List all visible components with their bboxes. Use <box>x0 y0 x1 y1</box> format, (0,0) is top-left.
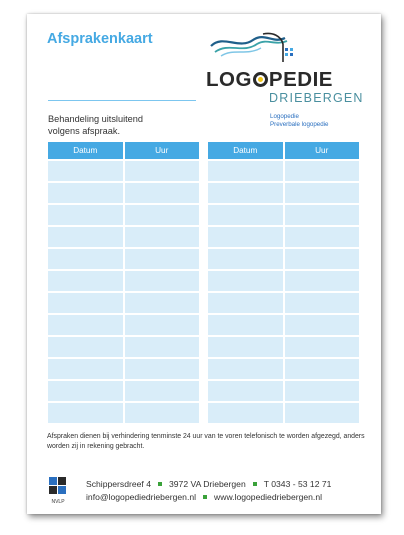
date-cell[interactable] <box>48 160 124 182</box>
table-row <box>48 402 199 423</box>
date-cell[interactable] <box>208 402 284 423</box>
time-cell[interactable] <box>284 314 360 336</box>
table-row <box>208 336 359 358</box>
postal-code: 3972 VA Driebergen <box>168 479 246 489</box>
table-row <box>208 314 359 336</box>
time-cell[interactable] <box>124 248 200 270</box>
date-cell[interactable] <box>48 292 124 314</box>
date-cell[interactable] <box>208 314 284 336</box>
table-row <box>48 358 199 380</box>
card-title: Afsprakenkaart <box>47 31 153 47</box>
table-row <box>48 204 199 226</box>
email-link[interactable]: info@logopediedriebergen.nl <box>86 492 197 502</box>
time-cell[interactable] <box>284 336 360 358</box>
table-row <box>208 270 359 292</box>
time-cell[interactable] <box>284 270 360 292</box>
date-cell[interactable] <box>208 358 284 380</box>
date-cell[interactable] <box>208 226 284 248</box>
website-link[interactable]: www.logopediedriebergen.nl <box>214 492 323 502</box>
date-cell[interactable] <box>208 336 284 358</box>
time-cell[interactable] <box>124 336 200 358</box>
nvlp-badge-label: NVLP <box>51 499 65 505</box>
practice-logo <box>203 30 373 130</box>
table-row <box>48 336 199 358</box>
column-header-date: Datum <box>48 142 124 160</box>
time-cell[interactable] <box>284 182 360 204</box>
date-cell[interactable] <box>208 270 284 292</box>
logo-tag-2: Preverbale logopedie <box>270 120 329 128</box>
table-row <box>48 248 199 270</box>
date-cell[interactable] <box>48 204 124 226</box>
table-row <box>208 248 359 270</box>
time-cell[interactable] <box>124 226 200 248</box>
date-cell[interactable] <box>48 402 124 423</box>
table-row <box>208 182 359 204</box>
time-cell[interactable] <box>124 160 200 182</box>
contact-line-1 <box>86 479 331 489</box>
time-cell[interactable] <box>124 402 200 423</box>
time-cell[interactable] <box>124 270 200 292</box>
title-underline <box>48 100 196 101</box>
address: Schippersdreef 4 <box>86 479 151 489</box>
time-cell[interactable] <box>124 292 200 314</box>
appointments-table-left <box>48 142 199 423</box>
column-header-time: Uur <box>284 142 360 160</box>
date-cell[interactable] <box>208 182 284 204</box>
intro-line-1: Behandeling uitsluitend <box>48 114 144 124</box>
date-cell[interactable] <box>48 336 124 358</box>
time-cell[interactable] <box>124 380 200 402</box>
nvlp-badge-icon <box>47 475 69 505</box>
appointment-card <box>27 14 381 514</box>
time-cell[interactable] <box>284 380 360 402</box>
table-row <box>208 380 359 402</box>
logo-tagline <box>270 113 328 128</box>
table-row <box>48 160 199 182</box>
table-row <box>48 226 199 248</box>
table-row <box>48 292 199 314</box>
intro-text <box>48 113 143 137</box>
logo-wordmark <box>206 68 333 92</box>
column-header-date: Datum <box>208 142 284 160</box>
date-cell[interactable] <box>48 314 124 336</box>
date-cell[interactable] <box>208 292 284 314</box>
time-cell[interactable] <box>284 292 360 314</box>
time-cell[interactable] <box>284 358 360 380</box>
intro-line-2: volgens afspraak. <box>48 126 121 136</box>
table-row <box>208 358 359 380</box>
date-cell[interactable] <box>208 380 284 402</box>
time-cell[interactable] <box>284 226 360 248</box>
bullet-icon <box>158 482 162 486</box>
time-cell[interactable] <box>284 248 360 270</box>
table-row <box>48 314 199 336</box>
time-cell[interactable] <box>284 160 360 182</box>
table-row <box>48 380 199 402</box>
date-cell[interactable] <box>208 160 284 182</box>
table-row <box>208 160 359 182</box>
logo-word-left: LOG <box>206 68 252 91</box>
time-cell[interactable] <box>124 358 200 380</box>
logo-word-right: PEDIE <box>268 68 333 91</box>
table-row <box>208 292 359 314</box>
logo-subtitle: DRIEBERGEN <box>269 91 364 105</box>
table-row <box>48 182 199 204</box>
date-cell[interactable] <box>48 248 124 270</box>
cancellation-note: Afspraken dienen bij verhindering tenminste 24 uur van te voren telefonisch te worden afgezegd, anders worden zij in rekening gebracht. <box>47 433 365 450</box>
table-row <box>208 204 359 226</box>
date-cell[interactable] <box>48 358 124 380</box>
logo-swoosh-icon <box>203 30 373 70</box>
table-row <box>208 402 359 423</box>
logo-o-icon <box>253 72 268 87</box>
time-cell[interactable] <box>284 204 360 226</box>
date-cell[interactable] <box>48 270 124 292</box>
time-cell[interactable] <box>124 314 200 336</box>
date-cell[interactable] <box>48 226 124 248</box>
time-cell[interactable] <box>284 402 360 423</box>
logo-tag-1: Logopedie <box>270 113 299 120</box>
table-row <box>208 226 359 248</box>
time-cell[interactable] <box>124 182 200 204</box>
contact-line-2 <box>86 492 322 502</box>
date-cell[interactable] <box>48 182 124 204</box>
date-cell[interactable] <box>208 248 284 270</box>
column-header-time: Uur <box>124 142 200 160</box>
bullet-icon <box>203 495 207 499</box>
time-cell[interactable] <box>124 204 200 226</box>
appointments-table-right <box>208 142 359 423</box>
table-row <box>48 270 199 292</box>
date-cell[interactable] <box>48 380 124 402</box>
date-cell[interactable] <box>208 204 284 226</box>
bullet-icon <box>253 482 257 486</box>
phone: T 0343 - 53 12 71 <box>263 479 332 489</box>
